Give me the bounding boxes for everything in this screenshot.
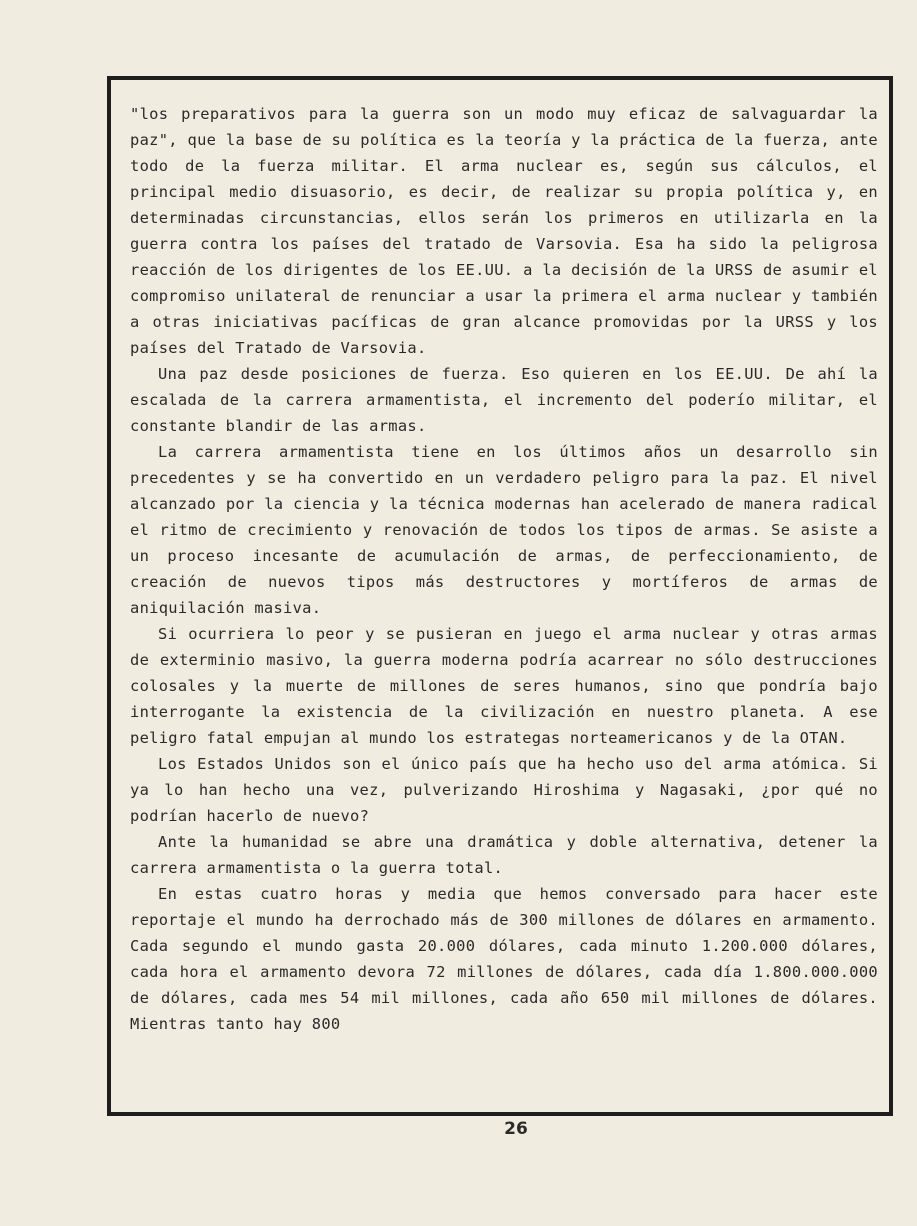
paragraph-6: Ante la humanidad se abre una dramática y doble alternativa, detener la carrera armamentista o la guerra total. <box>130 833 878 877</box>
page-body <box>130 101 878 1037</box>
paragraph-1: "los preparativos para la guerra son un modo muy eficaz de salvaguardar la paz", que la base de su política es la teoría y la práctica de la fuerza, ante todo de la fuerza militar. El arma nuclear es, según sus cálculos, el principal medio disuasorio, es decir, de realizar su propia política y, en determinadas circunstancias, ellos serán los primeros en utilizarla en la guerra contra los países del tratado de Varsovia. Esa ha sido la peligrosa reacción de los dirigentes de los EE.UU. a la decisión de la URSS de asumir el compromiso unilateral de renunciar a usar la primera el arma nuclear y también a otras iniciativas pacíficas de gran alcance promovidas por la URSS y los países del Tratado de Varsovia. <box>130 105 878 357</box>
paragraph-4: Si ocurriera lo peor y se pusieran en juego el arma nuclear y otras armas de exterminio masivo, la guerra moderna podría acarrear no sólo destrucciones colosales y la muerte de millones de seres humanos, sino que pondría bajo interrogante la existencia de la civilización en nuestro planeta. A ese peligro fatal empujan al mundo los estrategas norteamericanos y de la OTAN. <box>130 625 878 747</box>
paragraph-5: Los Estados Unidos son el único país que ha hecho uso del arma atómica. Si ya lo han hecho una vez, pulverizando Hiroshima y Nagasaki, ¿por qué no podrían hacerlo de nuevo? <box>130 755 878 825</box>
paragraph-3: La carrera armamentista tiene en los últimos años un desarrollo sin precedentes y se ha convertido en un verdadero peligro para la paz. El nivel alcanzado por la ciencia y la técnica modernas han acelerado de manera radical el ritmo de crecimiento y renovación de todos los tipos de armas. Se asiste a un proceso incesante de acumulación de armas, de perfeccionamiento, de creación de nuevos tipos más destructores y mortíferos de armas de aniquilación masiva. <box>130 443 878 617</box>
page-number: 26 <box>504 1119 528 1139</box>
paragraph-2: Una paz desde posiciones de fuerza. Eso quieren en los EE.UU. De ahí la escalada de la carrera armamentista, el incremento del poderío militar, el constante blandir de las armas. <box>130 365 878 435</box>
paragraph-7: En estas cuatro horas y media que hemos conversado para hacer este reportaje el mundo ha derrochado más de 300 millones de dólares en armamento. Cada segundo el mundo gasta 20.000 dólares, cada minuto 1.200.000 dólares, cada hora el armamento devora 72 millones de dólares, cada día 1.800.000.000 de dólares, cada mes 54 mil millones, cada año 650 mil millones de dólares. Mientras tanto hay 800 <box>130 885 878 1033</box>
